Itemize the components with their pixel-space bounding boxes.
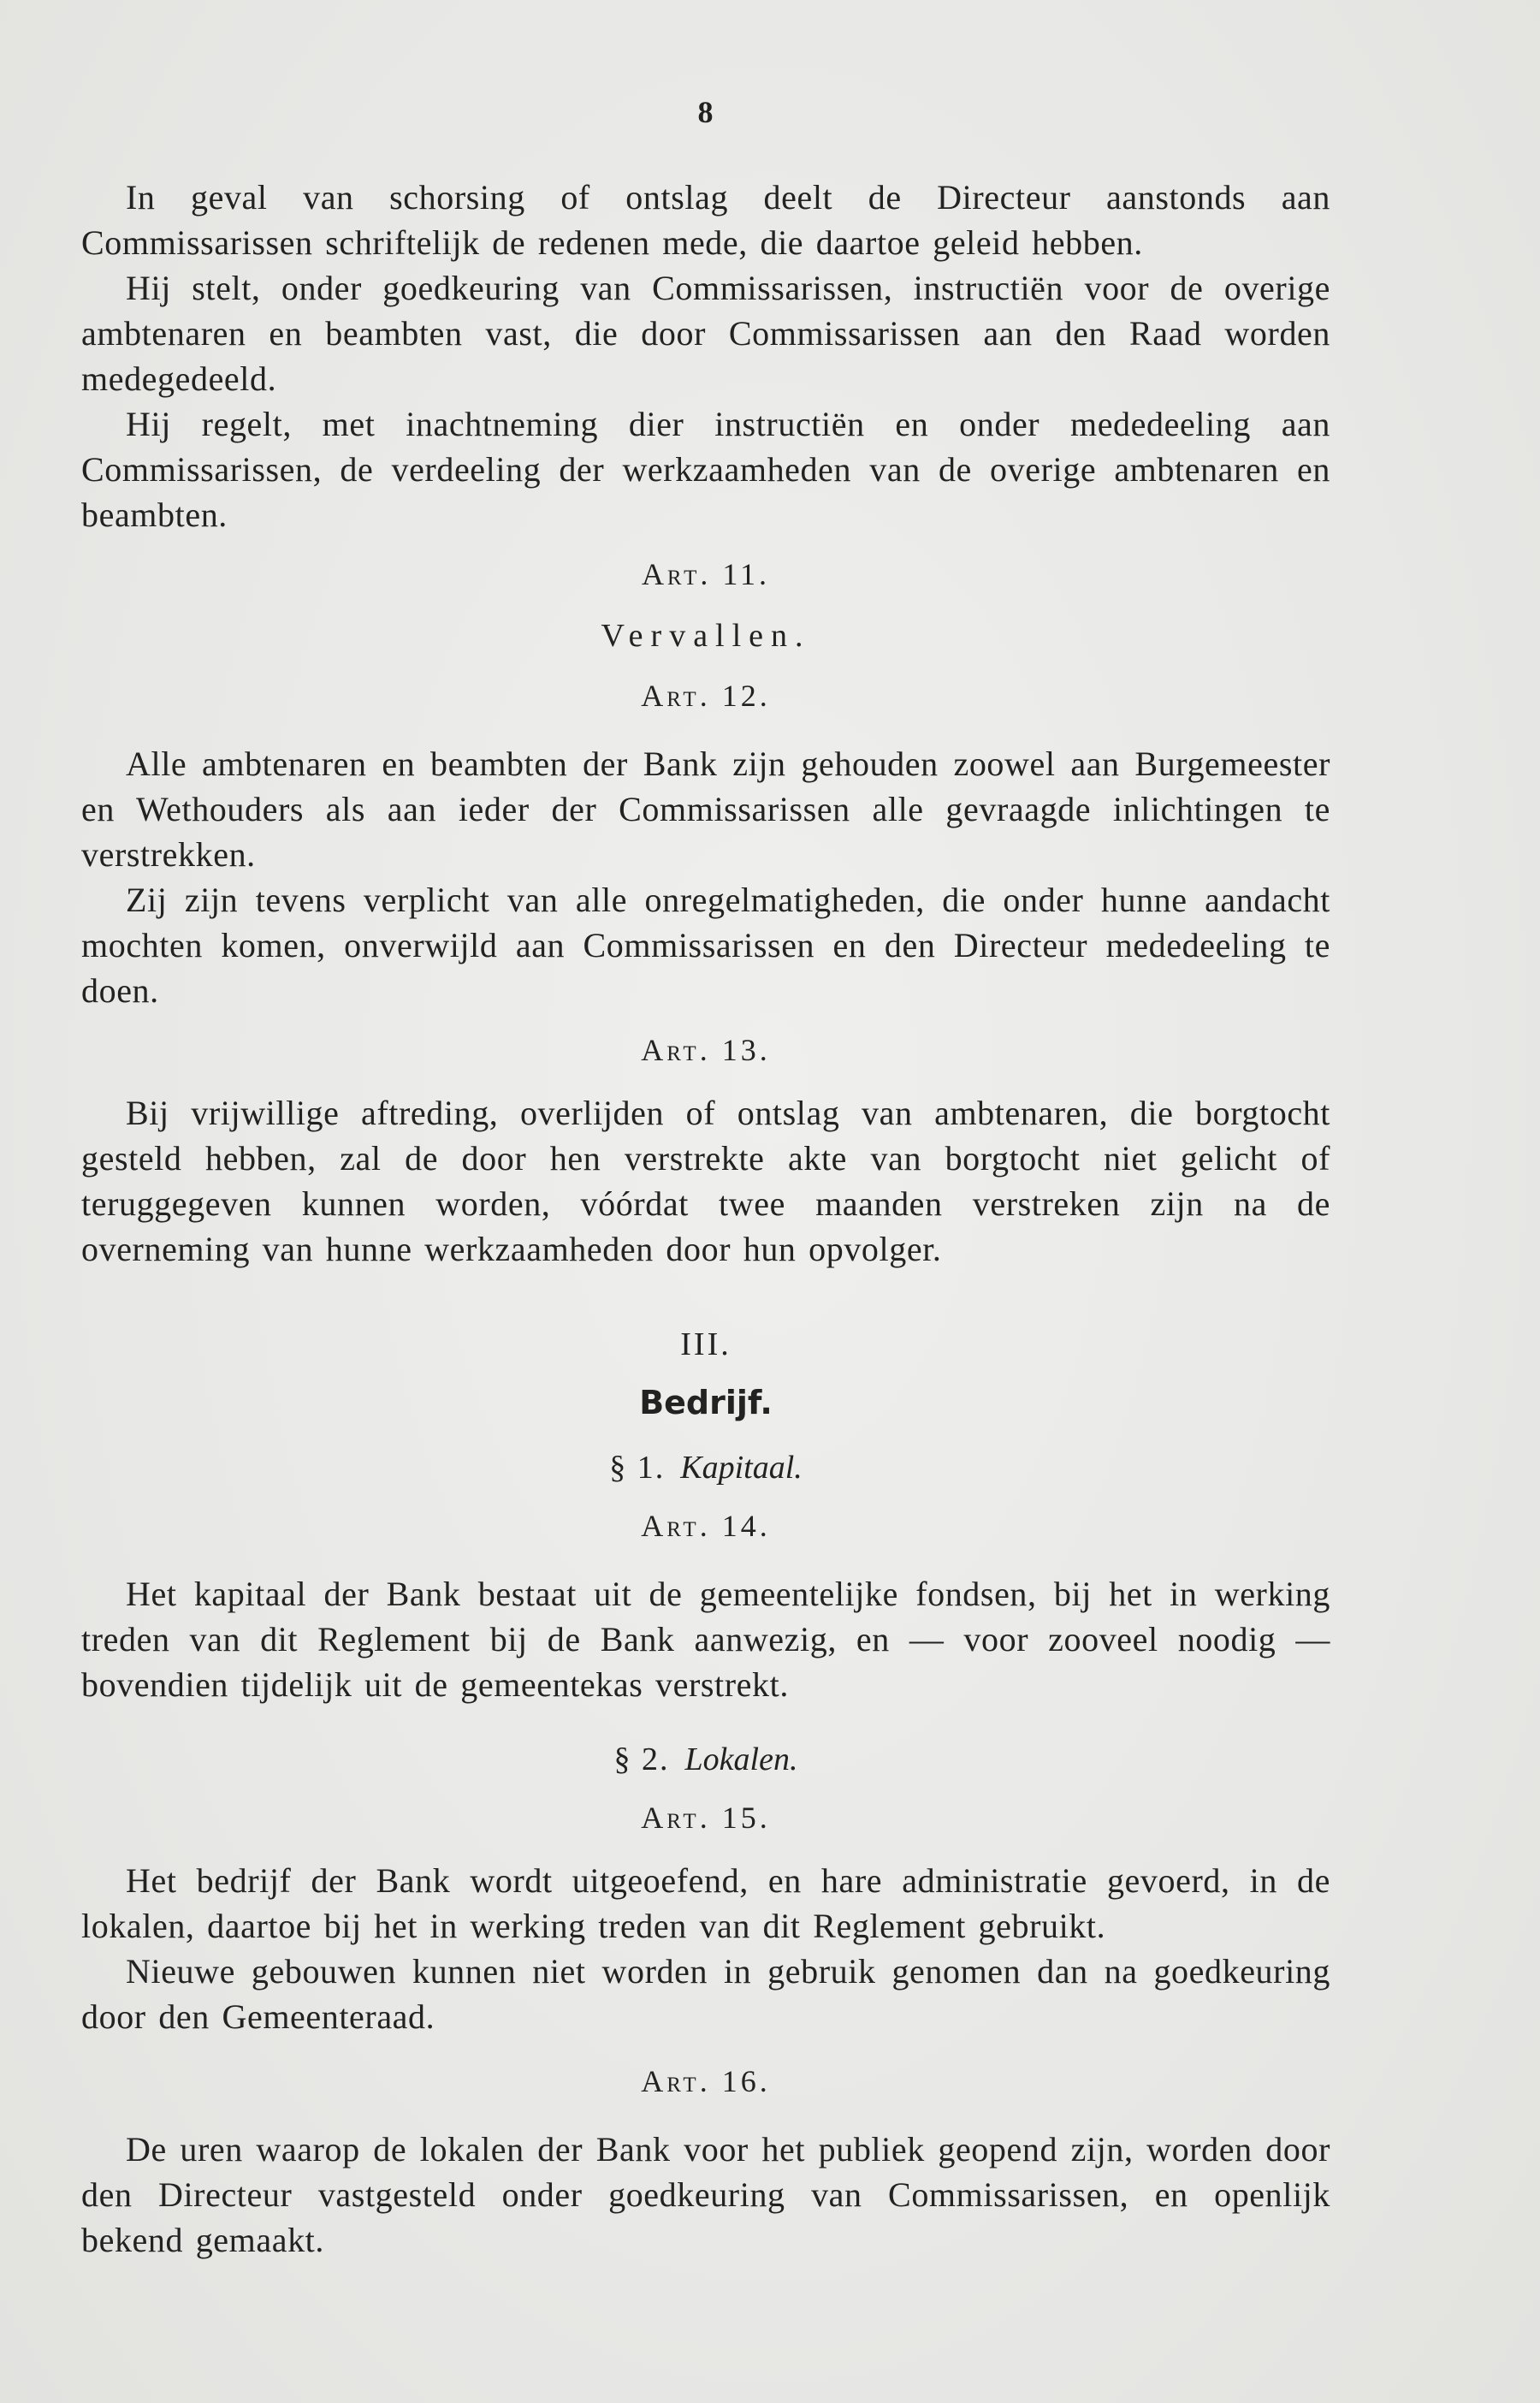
subsection-1-heading — [81, 1446, 1330, 1489]
article-heading-15: Art. 15. — [641, 1801, 771, 1835]
paragraph-irregularities: Zij zijn tevens verplicht van alle onregelmatigheden, die onder hunne aandacht mochten komen, onverwijld aan Commissarissen en den Directeur mededeeling te doen. — [81, 881, 1330, 1010]
paragraph-instructions: Hij stelt, onder goedkeuring van Commissarissen, instructiën voor de overige ambtenaren en beambten vast, die door Commissarissen aan den Raad worden medegedeeld. — [81, 269, 1330, 398]
subsection-1-number: § 1. — [609, 1450, 666, 1486]
subsection-2-number: § 2. — [613, 1741, 670, 1777]
paragraph-new-buildings: Nieuwe gebouwen kunnen niet worden in gebruik genomen dan na goedkeuring door den Gemeenteraad. — [81, 1952, 1330, 2036]
article-heading-13: Art. 13. — [641, 1033, 771, 1067]
paragraph-information-duty: Alle ambtenaren en beambten der Bank zijn gehouden zoowel aan Burgemeester en Wethouders als aan ieder der Commissarissen alle gevraagde inlichtingen te verstrekken. — [81, 745, 1330, 874]
article-heading-16: Art. 16. — [641, 2064, 771, 2098]
article-heading-11: Art. 11. — [641, 557, 771, 591]
article-heading-12: Art. 12. — [641, 679, 771, 713]
paragraph-suspension: In geval van schorsing of ontslag deelt de Directeur aanstonds aan Commissarissen schriftelijk de redenen mede, die daartoe geleid hebben. — [81, 178, 1330, 262]
page-content — [81, 94, 1330, 2263]
article-11-status: Vervallen. — [601, 618, 811, 654]
chapter-number: III. — [680, 1326, 732, 1362]
subsection-2-title: Lokalen. — [684, 1741, 798, 1777]
paragraph-opening-hours: De uren waarop de lokalen der Bank voor het publiek geopend zijn, worden door den Directeur vastgesteld onder goedkeuring van Commissarissen, en openlijk bekend gemaakt. — [81, 2130, 1330, 2259]
article-heading-14: Art. 14. — [641, 1509, 771, 1543]
paragraph-surety: Bij vrijwillige aftreding, overlijden of ontslag van ambtenaren, die borgtocht gesteld hebben, zal de door hen verstrekte akte van borgtocht niet gelicht of teruggegeven kunnen worden, vóórdat twee maanden verstreken zijn na de overneming van hunne werkzaamheden door hun opvolger. — [81, 1094, 1330, 1268]
chapter-title: Bedrijf. — [639, 1384, 773, 1421]
page-number: 8 — [697, 95, 714, 129]
paragraph-capital: Het kapitaal der Bank bestaat uit de gemeentelijke fondsen, bij het in werking treden van dit Reglement bij de Bank aanwezig, en — voor zooveel noodig — bovendien tijdelijk uit de gemeentekas verstrekt. — [81, 1575, 1330, 1704]
subsection-2-heading — [81, 1738, 1330, 1781]
subsection-1-title: Kapitaal. — [680, 1450, 803, 1486]
paragraph-premises: Het bedrijf der Bank wordt uitgeoefend, en hare administratie gevoerd, in de lokalen, daartoe bij het in werking treden van dit Reglement gebruikt. — [81, 1861, 1330, 1945]
paragraph-work-division: Hij regelt, met inachtneming dier instructiën en onder mededeeling aan Commissarissen, de verdeeling der werkzaamheden van de overige ambtenaren en beambten. — [81, 405, 1330, 534]
